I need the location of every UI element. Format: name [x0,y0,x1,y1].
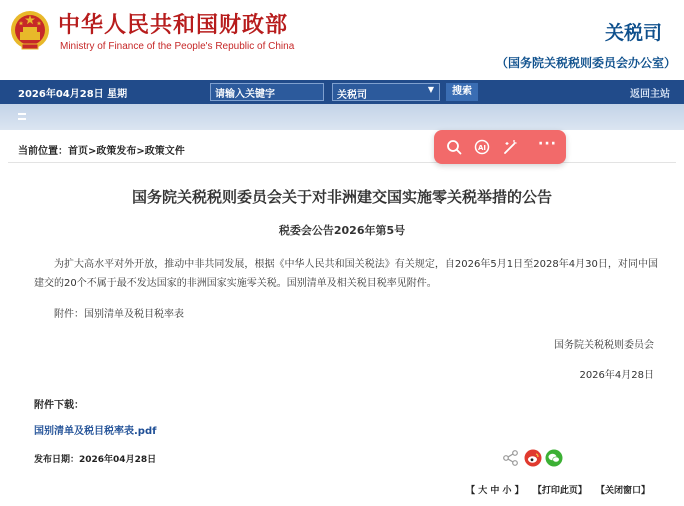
divider [8,162,676,163]
return-home-link[interactable]: 返回主站 [630,89,670,100]
article-body: 为扩大高水平对外开放，推动中非共同发展，根据《中华人民共和国关税法》有关规定，自2026年5月1日至2028年4月30日，对同中国建交的20个不属于最不发达国家的非洲国家实施零关税。国别清单及相关税目税率见附件。 [34,259,658,289]
banner-band [0,104,684,130]
national-emblem-icon [10,8,50,52]
attachment-note: 附件：国别清单及税目税率表 [54,309,184,320]
department-title: 关税司 [604,22,662,44]
article-title: 国务院关税税则委员会关于对非洲建交国实施零关税举措的公告 [131,188,552,206]
signature: 国务院关税税则委员会 [554,340,654,351]
share-icon[interactable] [502,449,520,467]
document-number: 税委会公告2026年第5号 [278,224,406,237]
ai-icon[interactable] [474,139,490,155]
weibo-icon[interactable] [524,449,542,467]
chevron-down-icon: ▼ [427,85,434,94]
search-input[interactable] [210,83,324,101]
print-page-link[interactable]: 【打印此页】 [532,486,587,496]
more-icon[interactable]: ··· [538,136,557,152]
nav-bar [0,80,684,104]
svg-text:AI: AI [477,144,487,152]
site-name-cn[interactable]: 中华人民共和国财政部 [58,13,289,38]
font-size-toggle[interactable]: 【 大 中 小 】 [466,486,524,496]
search-icon[interactable] [446,139,462,155]
attachment-download-link[interactable]: 国别清单及税目税率表.pdf [34,426,157,437]
publish-date: 发布日期：2026年04月28日 [34,455,157,465]
department-select[interactable] [332,83,440,101]
magic-wand-icon[interactable] [502,139,518,155]
downloads-label: 附件下载： [34,400,84,411]
site-header [0,0,684,80]
close-window-link[interactable]: 【关闭窗口】 [595,486,650,496]
nav-date: 2026年04月28日 星期 [18,89,128,100]
menu-icon[interactable] [18,113,26,120]
wechat-icon[interactable] [545,449,563,467]
bottom-links [460,483,650,496]
floating-toolbar [434,130,566,164]
department-select-value: 关税司 [337,90,367,101]
site-name-en: Ministry of Finance of the People's Republic of China [60,41,295,52]
search-button[interactable]: 搜索 [446,83,478,101]
sign-date: 2026年4月28日 [579,370,654,381]
breadcrumb[interactable]: 当前位置：首页>政策发布>政策文件 [18,146,185,157]
department-subtitle: （国务院关税税则委员会办公室） [495,56,676,70]
